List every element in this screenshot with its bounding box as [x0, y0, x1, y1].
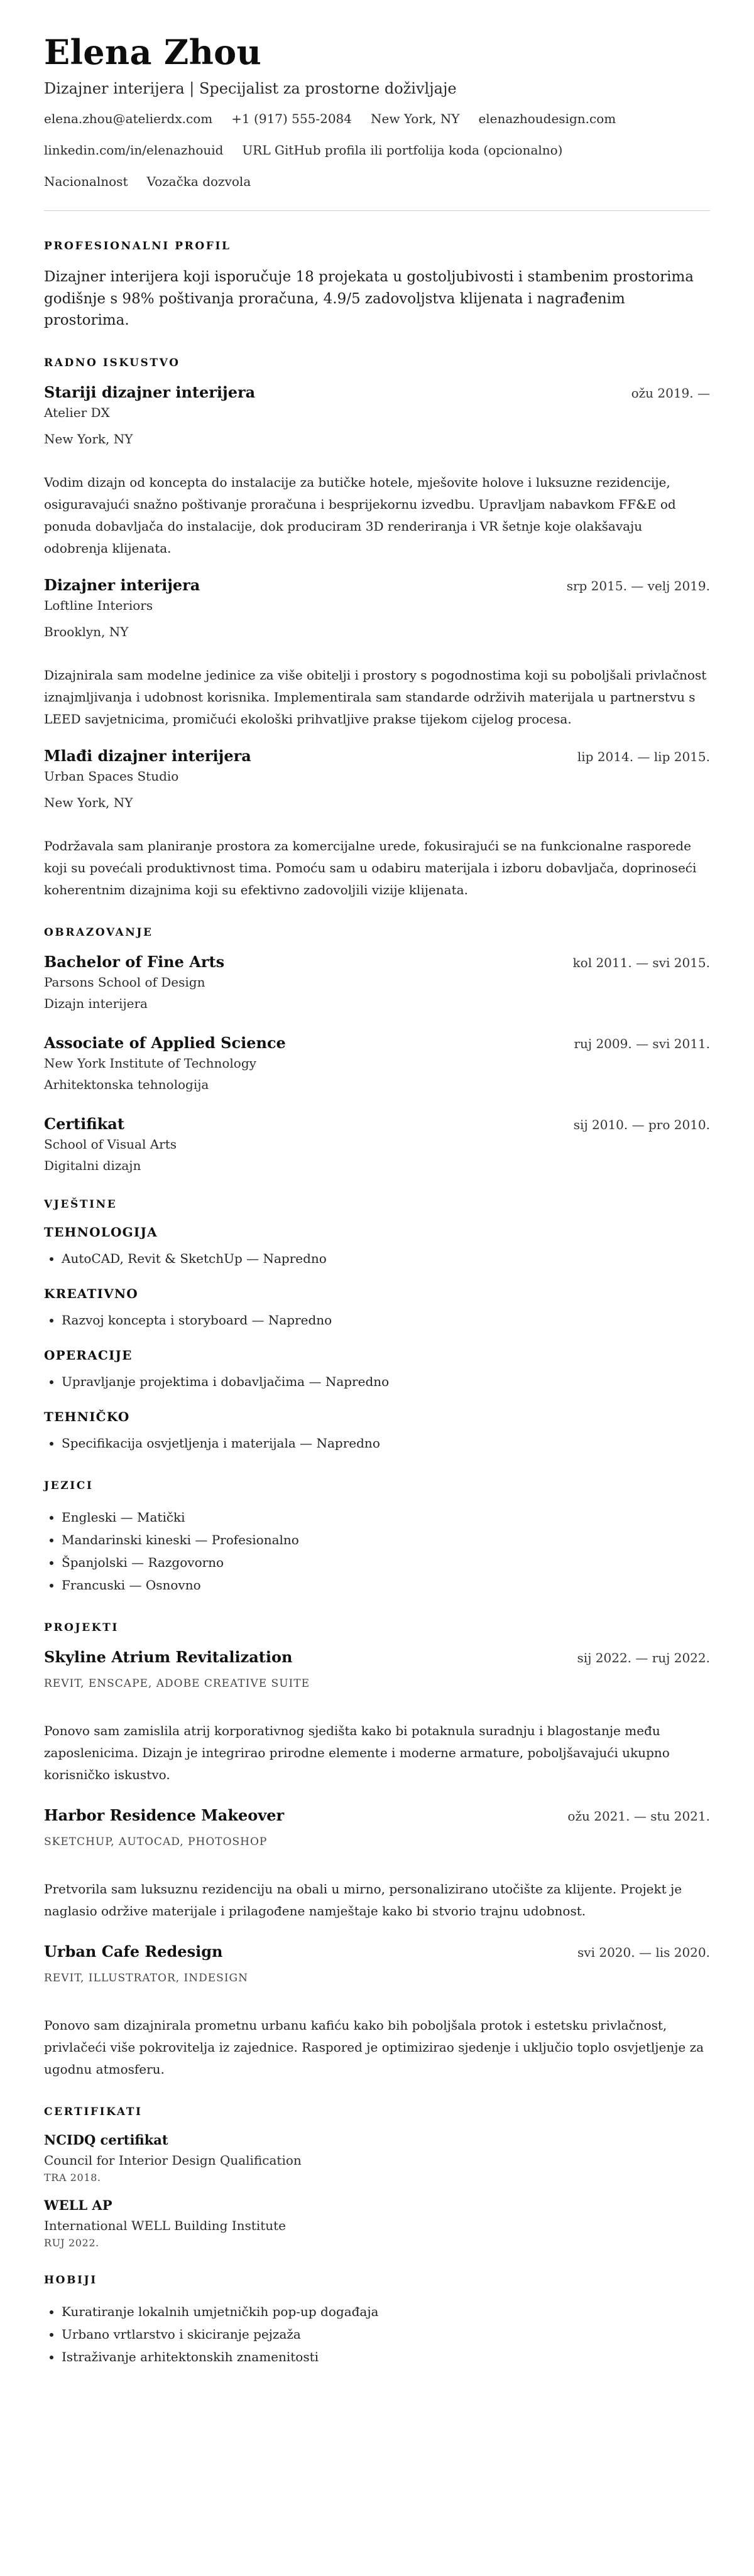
- job-title: Mlađi dizajner interijera: [44, 746, 251, 765]
- job-description: Dizajnirala sam modelne jedinice za više obitelji i prostory s pogodnostima koji su poboljšali privlačnost iznajmljivanja i udobnost korisnika. Implementirala sam standarde održivih materijala u partnerstvu s LEED savjetnicima, promičući ekološki prihvatljive prakse tijekom cijelog procesa.: [44, 667, 707, 727]
- experience-section: [44, 357, 710, 901]
- education-section: [44, 926, 710, 1173]
- project-description: Pretvorila sam luksuznu rezidenciju na obali u mirno, personalizirano utočište za klijente. Projekt je naglasio održive materijale i prilagođene namještaje kako bi stvorio trajnu udobnost.: [44, 1881, 682, 1918]
- job-description: Vodim dizajn od koncepta do instalacije za butičke hotele, mješovite holove i luksuzne rezidencije, osiguravajući snažno poštivanje proračuna i besprijekornu izvedbu. Upravljam nabavkom FF&E od ponuda dobavljača do instalacije, dok produciram 3D renderiranja i VR šetnje koje olakšavaju odobrenja klijenata.: [44, 474, 676, 556]
- section-title: RADNO ISKUSTVO: [44, 356, 180, 369]
- linkedin-link[interactable]: linkedin.com/in/elenazhouid: [44, 143, 224, 158]
- hobby-item: • Urbano vrtlarstvo i skiciranje pejzaža: [62, 2323, 710, 2346]
- certificate-name: NCIDQ certifikat: [44, 2131, 168, 2148]
- project-name: Skyline Atrium Revitalization: [44, 1647, 293, 1666]
- resume-header: [44, 34, 710, 189]
- job-date: lip 2014. — lip 2015.: [577, 749, 710, 764]
- skill-group: [44, 1348, 710, 1393]
- contact-phone[interactable]: +1 (917) 555-2084: [231, 111, 352, 127]
- certificate-entry: [44, 2132, 710, 2184]
- contact-row: [44, 111, 710, 126]
- certificates-section: [44, 2106, 710, 2249]
- project-date: ožu 2021. — stu 2021.: [567, 1808, 710, 1824]
- language-item: • Engleski — Matički: [62, 1506, 710, 1529]
- education-date: ruj 2009. — svi 2011.: [574, 1036, 710, 1051]
- job-title: Dizajner interijera: [44, 575, 200, 594]
- degree-title: Associate of Applied Science: [44, 1033, 286, 1052]
- candidate-name: Elena Zhou: [44, 32, 262, 72]
- education-date: kol 2011. — svi 2015.: [572, 955, 710, 970]
- links-row: [44, 143, 710, 158]
- project-date: sij 2022. — ruj 2022.: [577, 1650, 710, 1665]
- skill-category: TEHNIČKO: [44, 1409, 130, 1424]
- project-entry: [44, 1942, 710, 2081]
- company-name: Urban Spaces Studio: [44, 768, 179, 784]
- school-name: School of Visual Arts: [44, 1136, 177, 1152]
- certificate-date: TRA 2018.: [44, 2171, 101, 2184]
- hobby-item: • Istraživanje arhitektonskih znamenitosti: [62, 2346, 710, 2368]
- project-date: svi 2020. — lis 2020.: [577, 1944, 710, 1960]
- section-title: VJEŠTINE: [44, 1198, 117, 1211]
- skill-category: OPERACIJE: [44, 1347, 133, 1363]
- company-name: Loftline Interiors: [44, 597, 153, 613]
- certificate-issuer: Council for Interior Design Qualification: [44, 2152, 302, 2168]
- education-entry: [44, 1034, 710, 1092]
- job-date: ožu 2019. —: [631, 385, 710, 401]
- certificate-date: RUJ 2022.: [44, 2236, 99, 2249]
- skills-section: [44, 1198, 710, 1454]
- project-tech: REVIT, ENSCAPE, ADOBE CREATIVE SUITE: [44, 1677, 310, 1690]
- job-location: New York, NY: [44, 431, 133, 446]
- school-name: New York Institute of Technology: [44, 1055, 256, 1071]
- extra-row: [44, 174, 710, 189]
- section-title: PROJEKTI: [44, 1621, 119, 1634]
- skill-category: TEHNOLOGIJA: [44, 1224, 158, 1240]
- degree-title: Bachelor of Fine Arts: [44, 952, 225, 971]
- section-title: JEZICI: [44, 1479, 94, 1492]
- project-tech: SKETCHUP, AUTOCAD, PHOTOSHOP: [44, 1835, 268, 1848]
- job-description: Podržavala sam planiranje prostora za komercijalne urede, fokusirajući se na funkcionalne rasporede koji su povećali produktivnost tima. Pomoću sam u odabiru materijala i izboru dobavljača, doprinoseći koherentnim dizajnima koji su efektivno zadovoljili vizije klijenata.: [44, 838, 697, 897]
- language-item: • Španjolski — Razgovorno: [62, 1551, 710, 1574]
- nationality-label: Nacionalnost: [44, 174, 128, 190]
- skill-group: [44, 1225, 710, 1270]
- school-name: Parsons School of Design: [44, 974, 205, 990]
- field-of-study: Dizajn interijera: [44, 995, 148, 1011]
- project-name: Urban Cafe Redesign: [44, 1942, 223, 1961]
- education-entry: [44, 953, 710, 1011]
- profile-section: [44, 240, 710, 332]
- project-entry: [44, 1806, 710, 1922]
- project-description: Ponovo sam zamislila atrij korporativnog sjedišta kako bi potaknula suradnju i blagostanje među zaposlenicima. Dizajn je integrirao prirodne elemente i moderne armature, poboljšavajući ukupno korisničko iskustvo.: [44, 1723, 670, 1782]
- header-divider: [44, 210, 710, 211]
- degree-title: Certifikat: [44, 1114, 124, 1133]
- field-of-study: Arhitektonska tehnologija: [44, 1076, 209, 1092]
- experience-entry: [44, 576, 710, 730]
- skill-item: • Specifikacija osvjetljenja i materijala — Napredno: [62, 1432, 710, 1454]
- education-entry: [44, 1115, 710, 1173]
- experience-entry: [44, 747, 710, 901]
- skill-item: • Upravljanje projektima i dobavljačima — Napredno: [62, 1370, 710, 1393]
- languages-section: [44, 1480, 710, 1596]
- profile-summary: Dizajner interijera koji isporučuje 18 projekata u gostoljubivosti i stambenim prostorima godišnje s 98% poštivanja proračuna, 4.9/5 zadovoljstva klijenata i nagrađenim prostorima.: [44, 269, 694, 329]
- job-title: Stariji dizajner interijera: [44, 382, 256, 401]
- project-description: Ponovo sam dizajnirala prometnu urbanu kafiću kako bih poboljšala protok i estetsku privlačnost, privlačeći više pokrovitelja iz zajednice. Raspored je optimizirao sjedenje i uključio toplo osvjetljenje za ugodnu atmosferu.: [44, 2017, 704, 2077]
- job-location: Brooklyn, NY: [44, 624, 129, 639]
- contact-location: New York, NY: [371, 111, 460, 127]
- project-tech: REVIT, ILLUSTRATOR, INDESIGN: [44, 1971, 249, 1984]
- language-item: • Mandarinski kineski — Profesionalno: [62, 1529, 710, 1551]
- language-item: • Francuski — Osnovno: [62, 1574, 710, 1596]
- education-date: sij 2010. — pro 2010.: [573, 1117, 710, 1132]
- contact-email[interactable]: elena.zhou@atelierdx.com: [44, 111, 213, 127]
- headline: Dizajner interijera | Specijalist za prostorne doživljaje: [44, 80, 457, 98]
- skill-category: KREATIVNO: [44, 1285, 138, 1301]
- field-of-study: Digitalni dizajn: [44, 1157, 141, 1173]
- section-title: HOBIJI: [44, 2273, 97, 2286]
- certificate-entry: [44, 2197, 710, 2249]
- portfolio-link[interactable]: URL GitHub profila ili portfolija koda (opcionalno): [242, 143, 563, 158]
- hobby-item: • Kuratiranje lokalnih umjetničkih pop-up događaja: [62, 2300, 710, 2323]
- section-title: OBRAZOVANJE: [44, 926, 153, 939]
- company-name: Atelier DX: [44, 404, 110, 420]
- hobbies-section: [44, 2274, 710, 2368]
- job-date: srp 2015. — velj 2019.: [566, 578, 710, 593]
- skill-item: • Razvoj koncepta i storyboard — Napredno: [62, 1309, 710, 1331]
- contact-website[interactable]: elenazhoudesign.com: [478, 111, 616, 127]
- certificate-name: WELL AP: [44, 2197, 112, 2213]
- project-name: Harbor Residence Makeover: [44, 1805, 285, 1824]
- skill-item: • AutoCAD, Revit & SketchUp — Napredno: [62, 1247, 710, 1270]
- certificate-issuer: International WELL Building Institute: [44, 2217, 287, 2233]
- skill-group: [44, 1409, 710, 1454]
- section-title: CERTIFIKATI: [44, 2105, 143, 2118]
- experience-entry: [44, 383, 710, 560]
- driving-license-label: Vozačka dozvola: [146, 174, 251, 190]
- projects-section: [44, 1621, 710, 2081]
- skill-group: [44, 1286, 710, 1331]
- job-location: New York, NY: [44, 794, 133, 810]
- section-title: PROFESIONALNI PROFIL: [44, 240, 231, 253]
- project-entry: [44, 1648, 710, 1786]
